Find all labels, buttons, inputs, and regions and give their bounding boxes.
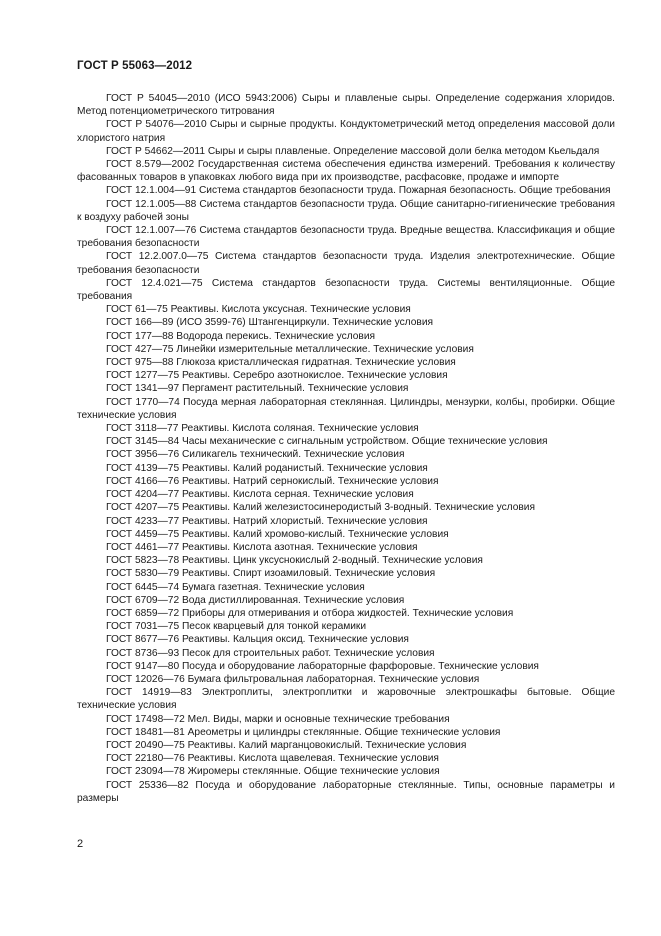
reference-entry: ГОСТ 8677—76 Реактивы. Кальция оксид. Технические условия — [106, 634, 409, 646]
reference-entry: ГОСТ Р 54662—2011 Сыры и сыры плавленые. Определение массовой доли белка методом Кьельдаля — [106, 145, 600, 157]
reference-entry: ГОСТ 12.4.021—75 Система стандартов безопасности труда. Системы вентиляционные. Общие требования — [77, 277, 615, 303]
reference-entry: ГОСТ 4233—77 Реактивы. Натрий хлористый. Технические условия — [106, 515, 428, 527]
reference-entry: ГОСТ 1277—75 Реактивы. Серебро азотнокислое. Технические условия — [106, 370, 448, 382]
page-number: 2 — [77, 838, 84, 850]
reference-entry: ГОСТ 25336—82 Посуда и оборудование лабораторные стеклянные. Типы, основные параметры и размеры — [77, 779, 615, 804]
reference-entry: ГОСТ 8.579—2002 Государственная система обеспечения единства измерений. Требования к количеству фасованных товаров в упаковках любого вида при их производстве, расфасовке, продаже и импорте — [77, 159, 615, 184]
reference-entry: ГОСТ 12.1.007—76 Система стандартов безопасности труда. Вредные вещества. Классификация и общие требования безопасности — [77, 225, 615, 250]
reference-entry: ГОСТ 6709—72 Вода дистиллированная. Технические условия — [106, 594, 405, 606]
reference-entry: ГОСТ 20490—75 Реактивы. Калий марганцовокислый. Технические условия — [106, 739, 467, 751]
reference-entry: ГОСТ 12.2.007.0—75 Система стандартов безопасности труда. Изделия электротехнические. Общие требования безопасности — [77, 251, 615, 276]
reference-entry: ГОСТ 975—88 Глюкоза кристаллическая гидратная. Технические условия — [106, 357, 456, 369]
reference-entry: ГОСТ 3956—76 Силикагель технический. Технические условия — [106, 449, 405, 461]
reference-entry: ГОСТ 3118—77 Реактивы. Кислота соляная. Технические условия — [106, 423, 419, 435]
reference-entry: ГОСТ 17498—72 Мел. Виды, марки и основные технические требования — [106, 713, 450, 725]
reference-entry: ГОСТ 18481—81 Ареометры и цилиндры стеклянные. Общие технические условия — [106, 726, 501, 738]
reference-entry: ГОСТ 4207—75 Реактивы. Калий железистосинеродистый 3-водный. Технические условия — [106, 502, 536, 514]
reference-entry: ГОСТ 1770—74 Посуда мерная лабораторная стеклянная. Цилиндры, мензурки, колбы, пробирки. Общие технические условия — [77, 396, 615, 421]
reference-entry: ГОСТ 177—88 Водорода перекись. Технические условия — [106, 330, 376, 342]
reference-entry: ГОСТ 3145—84 Часы механические с сигнальным устройством. Общие технические условия — [106, 436, 548, 448]
reference-entry: ГОСТ 6445—74 Бумага газетная. Технические условия — [106, 581, 365, 593]
reference-entry: ГОСТ 5823—78 Реактивы. Цинк уксуснокислый 2-водный. Технические условия — [106, 555, 483, 567]
reference-entry: ГОСТ 12.1.005—88 Система стандартов безопасности труда. Общие санитарно-гигиенические требования к воздуху рабочей зоны — [77, 198, 615, 223]
reference-entry: ГОСТ 23094—78 Жиромеры стеклянные. Общие технические условия — [106, 766, 440, 778]
reference-entry: ГОСТ 166—89 (ИСО 3599-76) Штангенциркули. Технические условия — [106, 317, 434, 329]
reference-entry: ГОСТ 8736—93 Песок для строительных работ. Технические условия — [106, 647, 435, 659]
reference-entry: ГОСТ 12.1.004—91 Система стандартов безопасности труда. Пожарная безопасность. Общие требования — [106, 185, 611, 197]
reference-entry: ГОСТ Р 54045—2010 (ИСО 5943:2006) Сыры и плавленые сыры. Определение содержания хлоридов. Метод потенциометрического титрования — [77, 93, 615, 118]
reference-entry: ГОСТ 14919—83 Электроплиты, электроплитки и жаровочные электрошкафы бытовые. Общие технические условия — [77, 687, 615, 712]
reference-entry: ГОСТ 9147—80 Посуда и оборудование лабораторные фарфоровые. Технические условия — [106, 660, 539, 672]
reference-entry: ГОСТ 427—75 Линейки измерительные металлические. Технические условия — [106, 343, 474, 355]
document-code-header: ГОСТ Р 55063—2012 — [77, 60, 193, 72]
reference-entry: ГОСТ 4461—77 Реактивы. Кислота азотная. Технические условия — [106, 541, 418, 553]
reference-entry: ГОСТ 22180—76 Реактивы. Кислота щавелевая. Технические условия — [106, 753, 439, 765]
reference-entry: ГОСТ 1341—97 Пергамент растительный. Технические условия — [106, 383, 409, 395]
reference-entry: ГОСТ 61—75 Реактивы. Кислота уксусная. Технические условия — [106, 304, 411, 316]
reference-entry: ГОСТ 6859—72 Приборы для отмеривания и отбора жидкостей. Технические условия — [106, 607, 514, 619]
reference-entry: ГОСТ 4204—77 Реактивы. Кислота серная. Технические условия — [106, 489, 414, 501]
reference-entry: ГОСТ 5830—79 Реактивы. Спирт изоамиловый. Технические условия — [106, 568, 436, 580]
reference-entry: ГОСТ 4139—75 Реактивы. Калий роданистый. Технические условия — [106, 462, 428, 474]
reference-entry: ГОСТ 4459—75 Реактивы. Калий хромово-кислый. Технические условия — [106, 528, 449, 540]
reference-entry: ГОСТ 4166—76 Реактивы. Натрий сернокислый. Технические условия — [106, 475, 439, 487]
normative-references-list — [77, 92, 615, 805]
reference-entry: ГОСТ 12026—76 Бумага фильтровальная лабораторная. Технические условия — [106, 673, 480, 685]
reference-entry: ГОСТ 7031—75 Песок кварцевый для тонкой керамики — [106, 621, 367, 633]
reference-entry: ГОСТ Р 54076—2010 Сыры и сырные продукты. Кондуктометрический метод определения массовой доли хлористого натрия — [77, 119, 615, 144]
